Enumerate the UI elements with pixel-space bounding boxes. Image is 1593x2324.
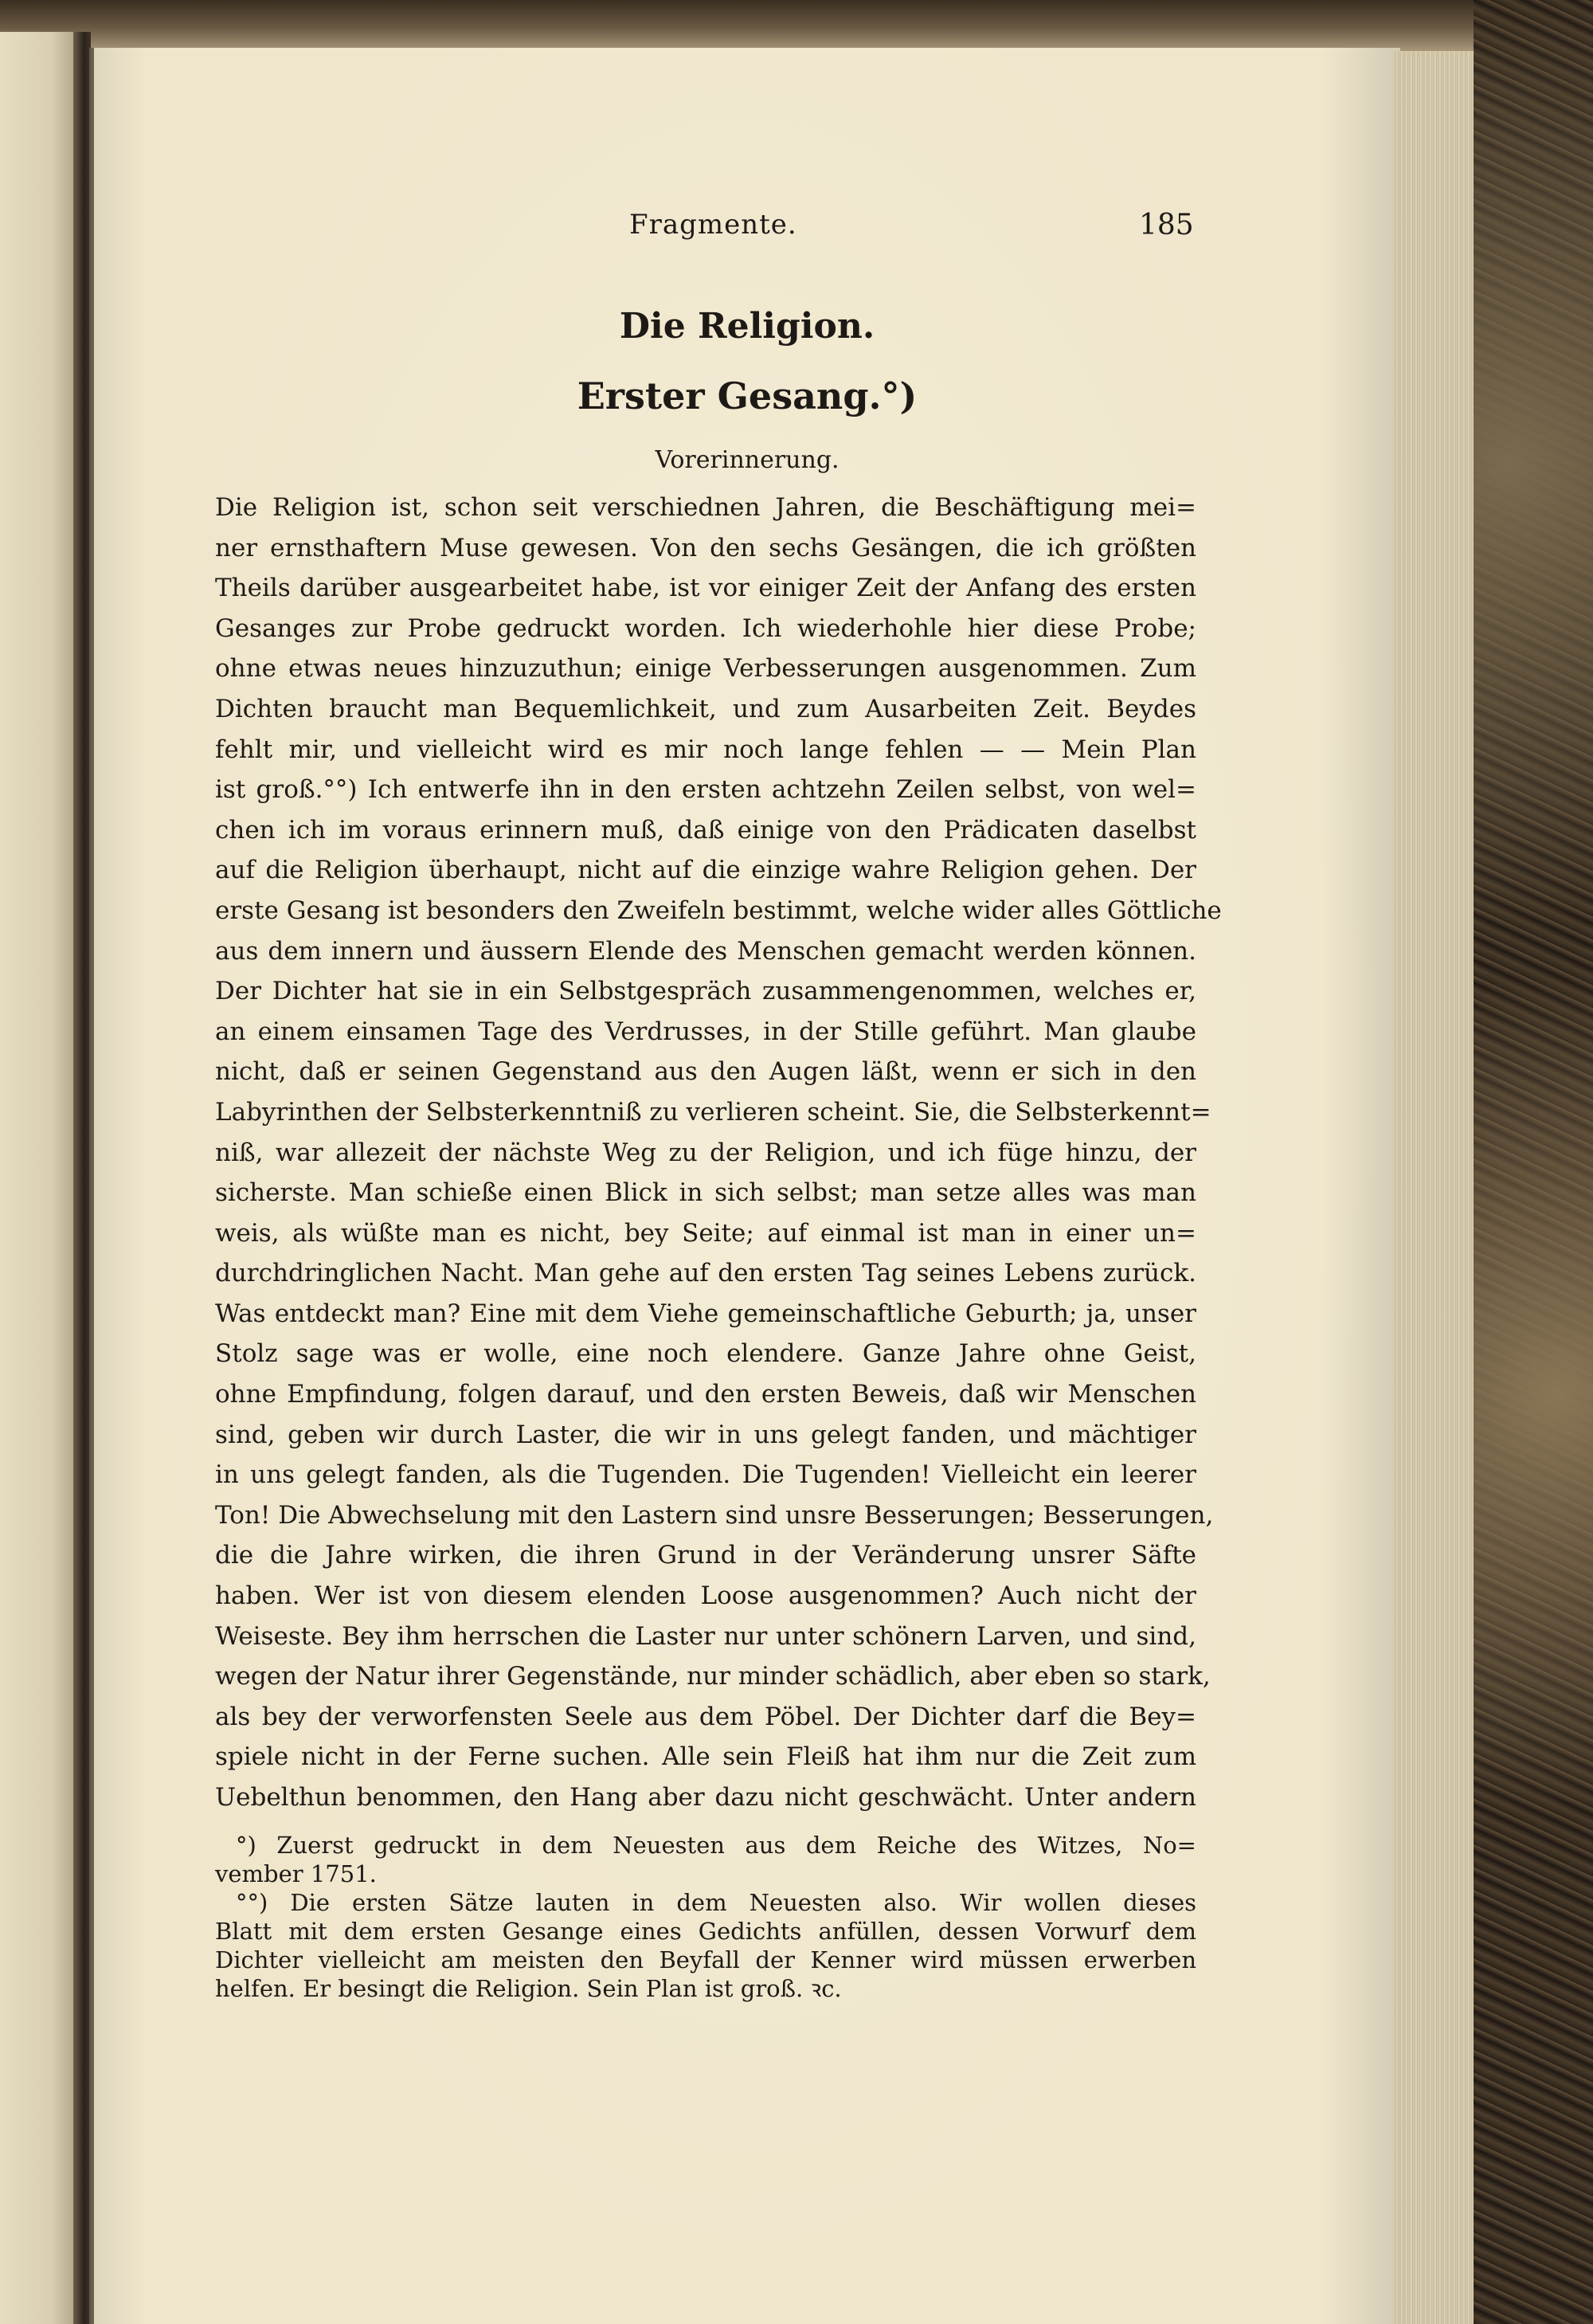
body-line: erste Gesang ist besonders den Zweifeln bestimmt, welche wider alles Göttliche <box>215 896 1222 925</box>
body-line: spiele nicht in der Ferne suchen. Alle sein Fleiß hat ihm nur die Zeit zum <box>215 1742 1196 1772</box>
body-line: aus dem innern und äussern Elende des Menschen gemacht werden können. <box>215 936 1196 966</box>
footnotes <box>215 1831 1196 2003</box>
body-line: Stolz sage was er wolle, eine noch elendere. Ganze Jahre ohne Geist, <box>215 1339 1196 1369</box>
body-line: sind, geben wir durch Laster, die wir in uns gelegt fanden, und mächtiger <box>215 1420 1196 1449</box>
body-line: fehlt mir, und vielleicht wird es mir noch lange fehlen — — Mein Plan <box>215 735 1196 764</box>
footnote-line: Dichter vielleicht am meisten den Beyfall der Kenner wird müssen erwerben <box>215 1946 1196 1973</box>
page-number: 185 <box>1139 209 1194 241</box>
body-line: weis, als wüßte man es nicht, bey Seite; auf einmal ist man in einer un= <box>215 1218 1196 1248</box>
book-top-edge <box>0 0 1474 51</box>
body-line: ner ernsthaftern Muse gewesen. Von den sechs Gesängen, die ich größten <box>215 533 1196 562</box>
body-line: haben. Wer ist von diesem elenden Loose ausgenommen? Auch nicht der <box>215 1581 1196 1611</box>
body-line: Weiseste. Bey ihm herrschen die Laster nur unter schönern Larven, und sind, <box>215 1621 1196 1651</box>
body-line: Der Dichter hat sie in ein Selbstgespräch zusammengenommen, welches er, <box>215 977 1196 1006</box>
running-title: Fragmente. <box>629 209 797 241</box>
body-line: wegen der Natur ihrer Gegenstände, nur minder schädlich, aber eben so stark, <box>215 1662 1211 1691</box>
canto-title: Erster Gesang.°) <box>577 374 918 417</box>
body-line: die die Jahre wirken, die ihren Grund in der Veränderung unsrer Säfte <box>215 1541 1196 1570</box>
stacked-page-edges <box>1394 51 1474 2324</box>
left-page-fragment <box>0 32 73 2324</box>
footnote-line: Blatt mit dem ersten Gesange eines Gedichts anfüllen, dessen Vorwurf dem <box>215 1918 1196 1945</box>
section-title: Die Religion. <box>619 306 875 347</box>
body-text <box>215 488 1222 1818</box>
body-line: nicht, daß er seinen Gegenstand aus den Augen läßt, wenn er sich in den <box>215 1057 1196 1087</box>
body-line: ist groß.°°) Ich entwerfe ihn in den ersten achtzehn Zeilen selbst, von wel= <box>215 775 1196 805</box>
footnote-line: °) Zuerst gedruckt in dem Neuesten aus dem Reiche des Witzes, No= <box>236 1832 1196 1859</box>
body-line: ohne etwas neues hinzuzuthun; einige Verbesserungen ausgenommen. Zum <box>215 654 1196 684</box>
footnote-line: helfen. Er besingt die Religion. Sein Plan ist groß. ꝛc. <box>215 1975 842 2002</box>
body-line: Ton! Die Abwechselung mit den Lastern sind unsre Besserungen; Besserungen, <box>215 1500 1214 1530</box>
body-line: niß, war allezeit der nächste Weg zu der Religion, und ich füge hinzu, der <box>215 1138 1196 1167</box>
subtitle: Vorerinnerung. <box>655 446 840 474</box>
body-line: sicherste. Man schieße einen Blick in sich selbst; man setze alles was man <box>215 1178 1196 1208</box>
body-line: Uebelthun benommen, den Hang aber dazu nicht geschwächt. Unter andern <box>215 1783 1196 1812</box>
body-line: Gesanges zur Probe gedruckt worden. Ich wiederhohle hier diese Probe; <box>215 613 1196 643</box>
footnote-line: vember 1751. <box>215 1860 377 1887</box>
body-line: ohne Empfindung, folgen darauf, und den ersten Beweis, daß wir Menschen <box>215 1380 1196 1409</box>
footnote-line: °°) Die ersten Sätze lauten in dem Neuesten also. Wir wollen dieses <box>236 1889 1196 1916</box>
body-line: durchdringlichen Nacht. Man gehe auf den ersten Tag seines Lebens zurück. <box>215 1259 1196 1288</box>
marbled-cover-edge <box>1474 0 1593 2324</box>
body-line: Dichten braucht man Bequemlichkeit, und zum Ausarbeiten Zeit. Beydes <box>215 694 1196 723</box>
body-line: an einem einsamen Tage des Verdrusses, in der Stille geführt. Man glaube <box>215 1017 1196 1046</box>
body-line: auf die Religion überhaupt, nicht auf die einzige wahre Religion gehen. Der <box>215 856 1196 885</box>
body-line: Theils darüber ausgearbeitet habe, ist vor einiger Zeit der Anfang des ersten <box>215 574 1196 603</box>
body-line: Was entdeckt man? Eine mit dem Viehe gemeinschaftliche Geburth; ja, unser <box>215 1299 1196 1328</box>
body-line: in uns gelegt fanden, als die Tugenden. Die Tugenden! Vielleicht ein leerer <box>215 1460 1196 1490</box>
body-line: Die Religion ist, schon seit verschiednen Jahren, die Beschäftigung mei= <box>215 493 1196 522</box>
left-page-edge <box>73 32 91 2324</box>
body-line: Labyrinthen der Selbsterkenntniß zu verlieren scheint. Sie, die Selbsterkennt= <box>215 1097 1211 1127</box>
body-line: chen ich im voraus erinnern muß, daß einige von den Prädicaten daselbst <box>215 815 1196 845</box>
body-line: als bey der verworfensten Seele aus dem Pöbel. Der Dichter darf die Bey= <box>215 1702 1196 1731</box>
